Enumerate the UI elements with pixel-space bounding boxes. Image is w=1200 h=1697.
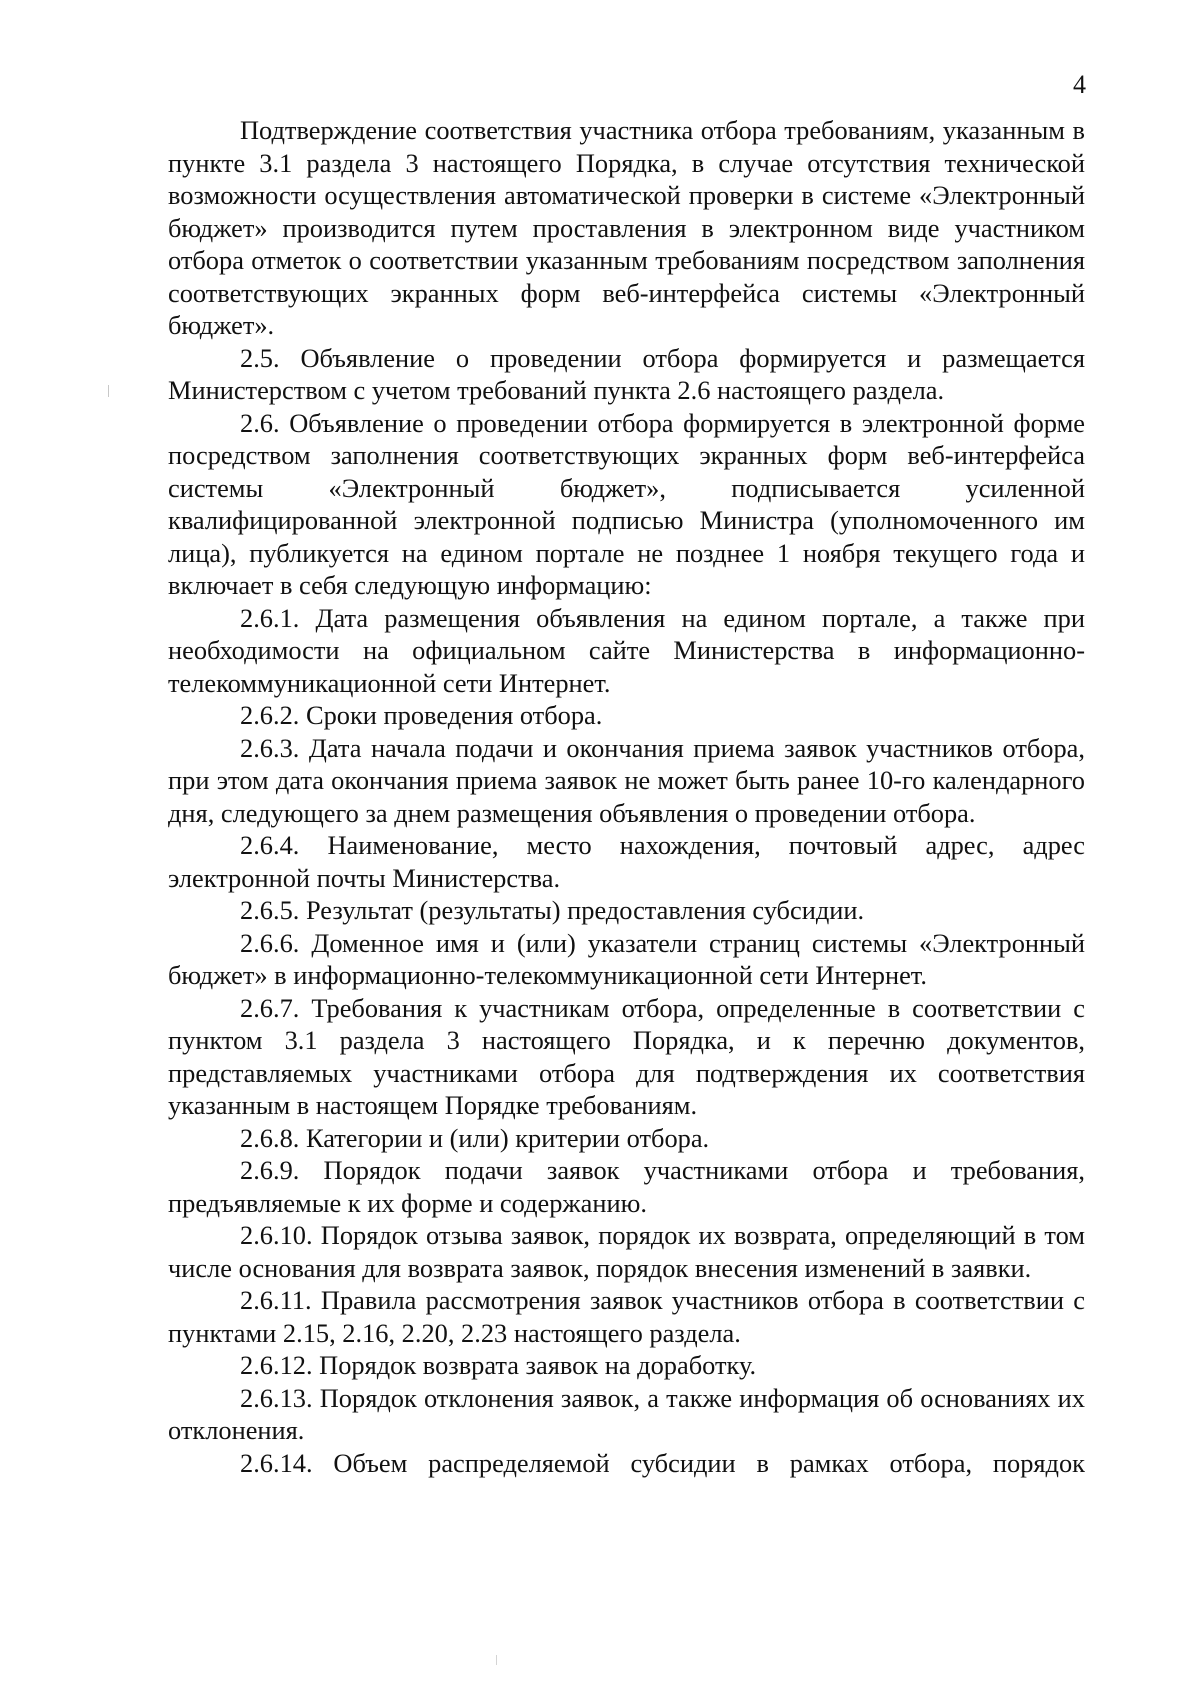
paragraph-2-6-6: 2.6.6. Доменное имя и (или) указатели страниц системы «Электронный бюджет» в информационно-телекоммуникационной сети Интернет. bbox=[168, 927, 1085, 990]
paragraph-2-6-12: 2.6.12. Порядок возврата заявок на доработку. bbox=[240, 1350, 757, 1380]
paragraph-2-6-5: 2.6.5. Результат (результаты) предоставления субсидии. bbox=[240, 895, 865, 925]
paragraph-2-6-4: 2.6.4. Наименование, место нахождения, почтовый адрес, адрес электронной почты Министерства. bbox=[168, 830, 1085, 893]
paragraph-2-6: 2.6. Объявление о проведении отбора формируется в электронной форме посредством заполнения соответствующих экранных форм веб-интерфейса системы «Электронный бюджет», подписывается усиленной квалифицированной электронной подписью Министра (уполномоченного им лица), публикуется на едином портале не позднее 1 ноября текущего года и включает в себя следующую информацию: bbox=[168, 407, 1085, 600]
paragraph-2-6-10: 2.6.10. Порядок отзыва заявок, порядок их возврата, определяющий в том числе основания для возврата заявок, порядок внесения изменений в заявки. bbox=[168, 1220, 1085, 1283]
scan-artifact bbox=[108, 385, 109, 397]
paragraph-2-6-2: 2.6.2. Сроки проведения отбора. bbox=[240, 700, 603, 730]
paragraph-2-6-9: 2.6.9. Порядок подачи заявок участниками отбора и требования, предъявляемые к их форме и содержанию. bbox=[168, 1155, 1085, 1218]
paragraph-2-6-11: 2.6.11. Правила рассмотрения заявок участников отбора в соответствии с пунктами 2.15, 2.16, 2.20, 2.23 настоящего раздела. bbox=[168, 1285, 1085, 1348]
paragraph-2-6-3: 2.6.3. Дата начала подачи и окончания приема заявок участников отбора, при этом дата окончания приема заявок не может быть ранее 10-го календарного дня, следующего за днем размещения объявления о проведении отбора. bbox=[168, 732, 1085, 828]
scan-artifact bbox=[496, 1655, 497, 1665]
paragraph-2-5: 2.5. Объявление о проведении отбора формируется и размещается Министерством с учетом требований пункта 2.6 настоящего раздела. bbox=[168, 342, 1085, 405]
paragraph-confirmation: Подтверждение соответствия участника отбора требованиям, указанным в пункте 3.1 раздела 3 настоящего Порядка, в случае отсутствия технической возможности осуществления автоматической проверки в системе «Электронный бюджет» производится путем проставления в электронном виде участником отбора отметок о соответствии указанным требованиям посредством заполнения соответствующих экранных форм веб-интерфейса системы «Электронный бюджет». bbox=[168, 115, 1085, 340]
paragraph-2-6-1: 2.6.1. Дата размещения объявления на едином портале, а также при необходимости на официальном сайте Министерства в информационно-телекоммуникационной сети Интернет. bbox=[168, 602, 1085, 698]
page-number: 4 bbox=[1073, 70, 1086, 99]
paragraph-2-6-13: 2.6.13. Порядок отклонения заявок, а также информация об основаниях их отклонения. bbox=[168, 1382, 1085, 1445]
paragraph-2-6-14: 2.6.14. Объем распределяемой субсидии в рамках отбора, порядок bbox=[240, 1447, 1085, 1478]
paragraph-2-6-7: 2.6.7. Требования к участникам отбора, определенные в соответствии с пунктом 3.1 раздела 3 настоящего Порядка, и к перечню документов, представляемых участниками отбора для подтверждения их соответствия указанным в настоящем Порядке требованиям. bbox=[168, 992, 1085, 1120]
document-body bbox=[168, 114, 1085, 1479]
paragraph-2-6-8: 2.6.8. Категории и (или) критерии отбора. bbox=[240, 1122, 710, 1153]
